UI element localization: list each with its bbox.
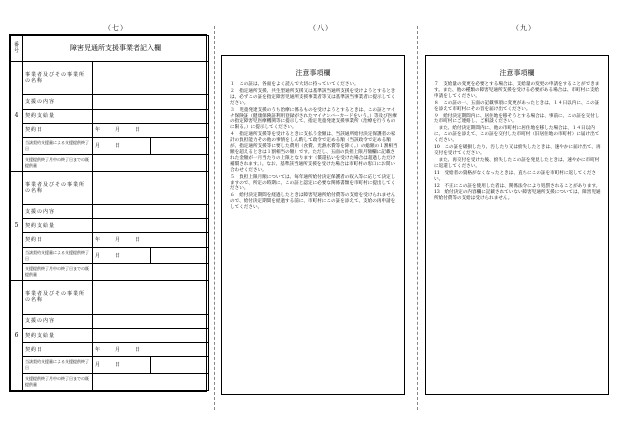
entry-number: 5 <box>11 171 23 281</box>
remaining-amount-value <box>93 264 209 281</box>
notes-title: 注意事項欄 <box>499 69 535 77</box>
panel-title: 障害児通所支援事業者記入欄 <box>23 36 209 62</box>
remaining-amount-label: 支援提供終了月中の終了日までの既提供量 <box>23 264 93 281</box>
notes-title: 注意事項欄 <box>295 69 331 77</box>
support-content-value <box>93 205 209 219</box>
remaining-amount-value <box>93 374 209 391</box>
contract-amount-label: 契約支給量 <box>23 109 93 123</box>
note-paragraph: ４ 指定通所支援等を受けるときに支払う金額は、当該通所給付決定保護者の家計の負担能力その他の事情をしん酌して政令で定める額（当該政令で定める額が、指定通所支援等に要した費用（食費、光熱水費等を除く。）の総額の１割相当額を超えるときは１割相当の額）です。ただし、五面の負担上限月額欄に記載された金額が一月当たりの上限となります（償還払いを受けた場合は超過しただけ補償されます。）。なお、基準該当通所支援を受けた場合は市町村の窓口にお問い合わせください。 <box>230 132 398 173</box>
provider-entry-table <box>10 35 209 391</box>
note-paragraph: また、再交付を受けた後、紛失したこの証を発見したときは、速やかに市町村に返還してください。 <box>434 157 600 169</box>
day-label: 日 <box>135 127 141 134</box>
note-paragraph: ５ 負担上限月額については、毎年通所給付決定保護者の収入等に応じて決定しますので、所定の時期に、この証と認定に必要な関係書類を市町村に提出してください。 <box>230 174 396 192</box>
entry-number: 4 <box>11 61 23 171</box>
entry-number: 6 <box>11 281 23 391</box>
contract-amount-value <box>93 109 209 123</box>
note-paragraph: ６ 給付決定期間を経過したときは障害児通所給付費等の支給を受けられませんので、給付決定期間を経過する前に、市町村にこの証を添えて、支給の再申請をしてください。 <box>230 193 396 211</box>
contract-date-value <box>93 343 209 357</box>
month-label: 月 <box>95 142 101 149</box>
contract-date-value <box>93 233 209 247</box>
contract-date-label: 契約日 <box>23 233 93 247</box>
month-label: 月 <box>95 252 101 259</box>
day-label: 日 <box>115 252 121 259</box>
page-number-seven: （七） <box>104 24 128 32</box>
number-column-header: 番号 <box>11 36 23 62</box>
end-date-extra <box>151 357 209 374</box>
notes-panel-eight <box>221 55 405 395</box>
page-number-nine: （九） <box>512 24 536 32</box>
notes-body <box>230 82 398 212</box>
note-paragraph: ９ 給付決定期間内に、居住地を移そうとする場合は、事前に、この証を交付した市町村にご連絡し、ご相談ください。 <box>434 113 600 125</box>
end-date-value <box>93 137 151 154</box>
contract-amount-value <box>93 328 209 342</box>
note-paragraph: １ この証は、各面をよく読んで大切に持っていてください。 <box>230 82 359 87</box>
contract-amount-label: 契約支給量 <box>23 219 93 233</box>
business-name-value <box>93 281 209 315</box>
year-label: 年 <box>95 346 101 353</box>
business-name-label: 事業者及びその事業所の名称 <box>23 281 93 315</box>
contract-amount-label: 契約支給量 <box>23 328 93 342</box>
business-name-value <box>93 171 209 205</box>
year-label: 年 <box>95 127 101 134</box>
end-date-extra <box>151 137 209 154</box>
fold-line <box>214 26 215 410</box>
remaining-amount-value <box>93 154 209 171</box>
support-content-value <box>93 95 209 109</box>
remaining-amount-label: 支援提供終了月中の終了日までの既提供量 <box>23 374 93 391</box>
support-content-value <box>93 314 209 328</box>
contract-date-label: 契約日 <box>23 123 93 137</box>
note-paragraph: ８ この証の一、五面の記載事項に変更があったときは、１４日以内に、この証を添えて市町村にその旨を届け出てください。 <box>434 100 600 112</box>
end-date-extra <box>151 247 209 264</box>
notes-body <box>434 82 602 203</box>
note-paragraph: ３ 児童発達支援のうち治療に係るものを受けようとするときは、この証とマイナ保険証（健康保険証利用登録がされたマイナンバーカードをいう。）等及び医療の指定障害児医療機関等に提示して、指定児童発達支援事業所（治療を行うものに限る。）に提示してください。 <box>230 107 397 131</box>
day-label: 日 <box>115 362 121 369</box>
month-label: 月 <box>95 362 101 369</box>
business-name-value <box>93 61 209 95</box>
year-label: 年 <box>95 237 101 244</box>
contract-date-value <box>93 123 209 137</box>
fold-line <box>417 26 418 410</box>
day-label: 日 <box>115 142 121 149</box>
contract-amount-value <box>93 219 209 233</box>
day-label: 日 <box>135 346 141 353</box>
month-label: 月 <box>115 127 121 134</box>
provider-entry-panel <box>9 34 207 392</box>
support-content-label: 支援の内容 <box>23 314 93 328</box>
end-date-label: 当該契約支援量による支援提供終了日 <box>23 247 93 264</box>
page-number-eight: （八） <box>309 24 333 32</box>
note-paragraph: 12 不正にこの証を使用した者は、関係法令により処罰されることがあります。 <box>434 183 601 189</box>
remaining-amount-label: 支援提供終了月中の終了日までの既提供量 <box>23 154 93 171</box>
notes-panel-nine <box>425 55 609 395</box>
end-date-value <box>93 247 151 264</box>
note-paragraph: 10 この証を破損したり、汚したり又は紛失したときは、速やかに届け出て、再交付を受けてください。 <box>434 145 601 156</box>
day-label: 日 <box>135 237 141 244</box>
business-name-label: 事業者及びその事業所の名称 <box>23 61 93 95</box>
contract-date-label: 契約日 <box>23 343 93 357</box>
end-date-label: 当該契約支援量による支援提供終了日 <box>23 137 93 154</box>
note-paragraph: 11 受給者の資格がなくなったときは、直ちにこの証を市町村に返してください。 <box>434 170 597 182</box>
business-name-label: 事業者及びその事業所の名称 <box>23 171 93 205</box>
month-label: 月 <box>115 346 121 353</box>
note-paragraph: ２ 指定通所支援、共生型通所支援又は基準該当通所支援を受けようとするときは、必ずこの証を指定障害児通所支援事業者等又は基準該当事業者に提示してください。 <box>230 88 396 106</box>
note-paragraph: また、給付決定期間内に、他の市町村に居住地を移した場合は、１４日以内に、この証を添えて、この証を交付した市町村（旧居住地の市町村）に届け出てください。 <box>434 126 600 144</box>
note-paragraph: 13 給付決定の内容欄に記載されていない障害児通所支援については、障害児通所給付費等の支給は受けられません。 <box>434 190 601 202</box>
end-date-value <box>93 357 151 374</box>
month-label: 月 <box>115 237 121 244</box>
note-paragraph: ７ 支給量の変更を必要とする場合は、支給量の変更の申請をすることができます。また、他の種類の障害児通所支援を受ける必要がある場合は、市町村に支給申請をしてください。 <box>434 82 600 99</box>
support-content-label: 支援の内容 <box>23 205 93 219</box>
support-content-label: 支援の内容 <box>23 95 93 109</box>
end-date-label: 当該契約支援量による支援提供終了日 <box>23 357 93 374</box>
